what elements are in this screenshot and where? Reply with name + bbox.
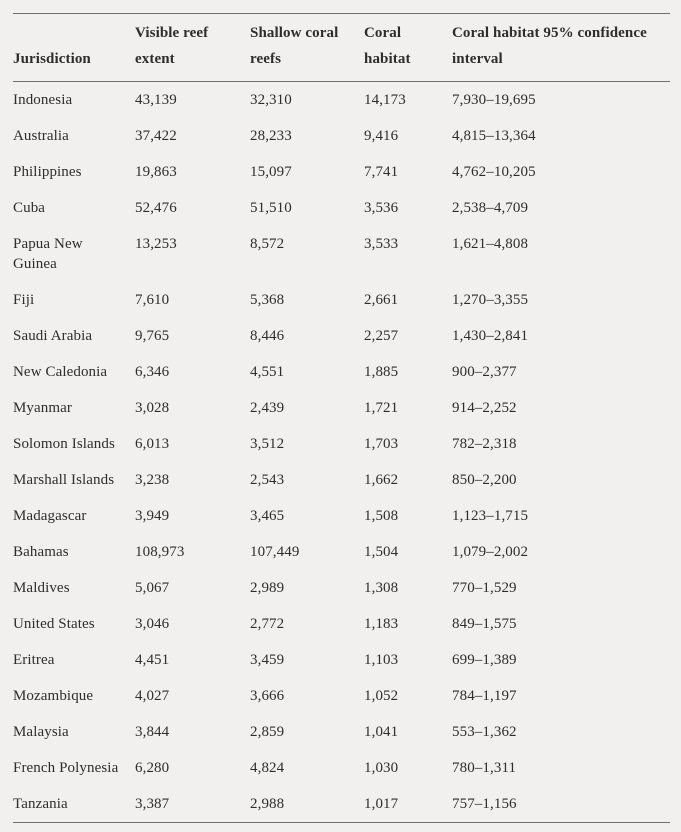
cell-confidence-interval: 1,123–1,715: [452, 508, 529, 524]
cell-visible-reef-extent: 6,280: [135, 760, 170, 776]
cell-coral-habitat: 1,504: [364, 544, 399, 560]
cell-jurisdiction: Papua New Guinea: [13, 236, 83, 272]
cell-shallow-coral-reefs: 2,543: [250, 472, 285, 488]
cell-coral-habitat: 2,257: [364, 328, 399, 344]
cell-coral-habitat: 1,721: [364, 400, 399, 416]
cell-jurisdiction: United States: [13, 616, 95, 632]
cell-visible-reef-extent: 3,844: [135, 724, 170, 740]
table-row: [13, 534, 670, 570]
cell-coral-habitat: 3,536: [364, 200, 399, 216]
cell-shallow-coral-reefs: 107,449: [250, 544, 300, 560]
cell-confidence-interval: 850–2,200: [452, 472, 517, 488]
table-row: [13, 570, 670, 606]
cell-shallow-coral-reefs: 2,988: [250, 796, 285, 812]
cell-jurisdiction: Malaysia: [13, 724, 69, 740]
cell-shallow-coral-reefs: 2,772: [250, 616, 285, 632]
cell-coral-habitat: 1,041: [364, 724, 399, 740]
cell-confidence-interval: 1,621–4,808: [452, 236, 529, 252]
cell-jurisdiction: Tanzania: [13, 796, 68, 812]
cell-jurisdiction: Marshall Islands: [13, 472, 115, 488]
table-row: [13, 606, 670, 642]
table-header: [13, 14, 670, 82]
cell-jurisdiction: Saudi Arabia: [13, 328, 93, 344]
cell-visible-reef-extent: 7,610: [135, 292, 170, 308]
coral-reef-table: [13, 13, 670, 823]
table-row: [13, 154, 670, 190]
table-row: [13, 390, 670, 426]
cell-visible-reef-extent: 4,027: [135, 688, 170, 704]
cell-confidence-interval: 770–1,529: [452, 580, 517, 596]
column-header-coral-habitat: Coral habitat: [364, 25, 411, 67]
cell-visible-reef-extent: 9,765: [135, 328, 170, 344]
cell-jurisdiction: Eritrea: [13, 652, 55, 668]
cell-shallow-coral-reefs: 3,459: [250, 652, 285, 668]
cell-shallow-coral-reefs: 3,666: [250, 688, 285, 704]
cell-coral-habitat: 1,308: [364, 580, 399, 596]
cell-confidence-interval: 1,079–2,002: [452, 544, 529, 560]
cell-jurisdiction: Australia: [13, 128, 69, 144]
table-row: [13, 118, 670, 154]
cell-confidence-interval: 1,270–3,355: [452, 292, 529, 308]
cell-visible-reef-extent: 5,067: [135, 580, 170, 596]
table-row: [13, 190, 670, 226]
cell-confidence-interval: 914–2,252: [452, 400, 517, 416]
cell-coral-habitat: 9,416: [364, 128, 399, 144]
cell-coral-habitat: 2,661: [364, 292, 399, 308]
cell-shallow-coral-reefs: 2,439: [250, 400, 285, 416]
cell-confidence-interval: 699–1,389: [452, 652, 517, 668]
cell-visible-reef-extent: 6,013: [135, 436, 170, 452]
cell-confidence-interval: 782–2,318: [452, 436, 517, 452]
header-row: [13, 14, 670, 82]
cell-coral-habitat: 3,533: [364, 236, 399, 252]
cell-coral-habitat: 1,183: [364, 616, 399, 632]
cell-jurisdiction: Maldives: [13, 580, 70, 596]
cell-coral-habitat: 1,030: [364, 760, 399, 776]
column-header-visible-reef-extent: Visible reef extent: [135, 25, 209, 67]
cell-shallow-coral-reefs: 4,824: [250, 760, 285, 776]
cell-shallow-coral-reefs: 15,097: [250, 164, 292, 180]
cell-visible-reef-extent: 6,346: [135, 364, 170, 380]
table-row: [13, 282, 670, 318]
cell-coral-habitat: 1,885: [364, 364, 399, 380]
cell-shallow-coral-reefs: 3,465: [250, 508, 285, 524]
cell-jurisdiction: Fiji: [13, 292, 35, 308]
cell-shallow-coral-reefs: 2,989: [250, 580, 285, 596]
table-body: [13, 82, 670, 823]
cell-jurisdiction: Philippines: [13, 164, 82, 180]
cell-visible-reef-extent: 3,949: [135, 508, 170, 524]
cell-visible-reef-extent: 3,046: [135, 616, 170, 632]
cell-visible-reef-extent: 19,863: [135, 164, 177, 180]
cell-visible-reef-extent: 3,238: [135, 472, 170, 488]
cell-shallow-coral-reefs: 8,572: [250, 236, 285, 252]
cell-jurisdiction: Bahamas: [13, 544, 69, 560]
table-row: [13, 786, 670, 823]
cell-visible-reef-extent: 52,476: [135, 200, 177, 216]
cell-jurisdiction: Madagascar: [13, 508, 87, 524]
cell-jurisdiction: Indonesia: [13, 92, 73, 108]
cell-confidence-interval: 553–1,362: [452, 724, 517, 740]
cell-coral-habitat: 14,173: [364, 92, 406, 108]
cell-shallow-coral-reefs: 8,446: [250, 328, 285, 344]
cell-shallow-coral-reefs: 32,310: [250, 92, 292, 108]
cell-coral-habitat: 1,017: [364, 796, 399, 812]
cell-jurisdiction: New Caledonia: [13, 364, 108, 380]
cell-shallow-coral-reefs: 28,233: [250, 128, 292, 144]
cell-coral-habitat: 7,741: [364, 164, 399, 180]
cell-visible-reef-extent: 43,139: [135, 92, 177, 108]
cell-coral-habitat: 1,662: [364, 472, 399, 488]
cell-confidence-interval: 757–1,156: [452, 796, 517, 812]
table-row: [13, 714, 670, 750]
cell-coral-habitat: 1,508: [364, 508, 399, 524]
cell-shallow-coral-reefs: 51,510: [250, 200, 292, 216]
column-header-shallow-coral-reefs: Shallow coral reefs: [250, 25, 339, 67]
table-row: [13, 462, 670, 498]
table-row: [13, 226, 670, 282]
cell-confidence-interval: 784–1,197: [452, 688, 517, 704]
cell-jurisdiction: Myanmar: [13, 400, 73, 416]
cell-confidence-interval: 4,762–10,205: [452, 164, 536, 180]
table-row: [13, 498, 670, 534]
table-row: [13, 678, 670, 714]
cell-jurisdiction: French Polynesia: [13, 760, 119, 776]
table-row: [13, 354, 670, 390]
cell-jurisdiction: Solomon Islands: [13, 436, 115, 452]
cell-confidence-interval: 7,930–19,695: [452, 92, 536, 108]
cell-confidence-interval: 849–1,575: [452, 616, 517, 632]
cell-shallow-coral-reefs: 2,859: [250, 724, 285, 740]
cell-visible-reef-extent: 13,253: [135, 236, 177, 252]
cell-confidence-interval: 780–1,311: [452, 760, 517, 776]
cell-shallow-coral-reefs: 4,551: [250, 364, 285, 380]
cell-visible-reef-extent: 108,973: [135, 544, 185, 560]
table-row: [13, 750, 670, 786]
cell-confidence-interval: 2,538–4,709: [452, 200, 529, 216]
cell-jurisdiction: Cuba: [13, 200, 46, 216]
cell-shallow-coral-reefs: 5,368: [250, 292, 285, 308]
column-header-confidence-interval: Coral habitat 95% confidence interval: [452, 25, 647, 67]
cell-coral-habitat: 1,052: [364, 688, 399, 704]
table-row: [13, 426, 670, 462]
cell-confidence-interval: 900–2,377: [452, 364, 517, 380]
table-row: [13, 318, 670, 354]
cell-shallow-coral-reefs: 3,512: [250, 436, 285, 452]
cell-coral-habitat: 1,103: [364, 652, 399, 668]
cell-confidence-interval: 1,430–2,841: [452, 328, 529, 344]
cell-visible-reef-extent: 4,451: [135, 652, 170, 668]
cell-visible-reef-extent: 3,028: [135, 400, 170, 416]
table-row: [13, 642, 670, 678]
cell-coral-habitat: 1,703: [364, 436, 399, 452]
table-row: [13, 82, 670, 119]
cell-visible-reef-extent: 3,387: [135, 796, 170, 812]
cell-confidence-interval: 4,815–13,364: [452, 128, 536, 144]
cell-visible-reef-extent: 37,422: [135, 128, 177, 144]
column-header-jurisdiction: Jurisdiction: [13, 51, 91, 67]
cell-jurisdiction: Mozambique: [13, 688, 94, 704]
